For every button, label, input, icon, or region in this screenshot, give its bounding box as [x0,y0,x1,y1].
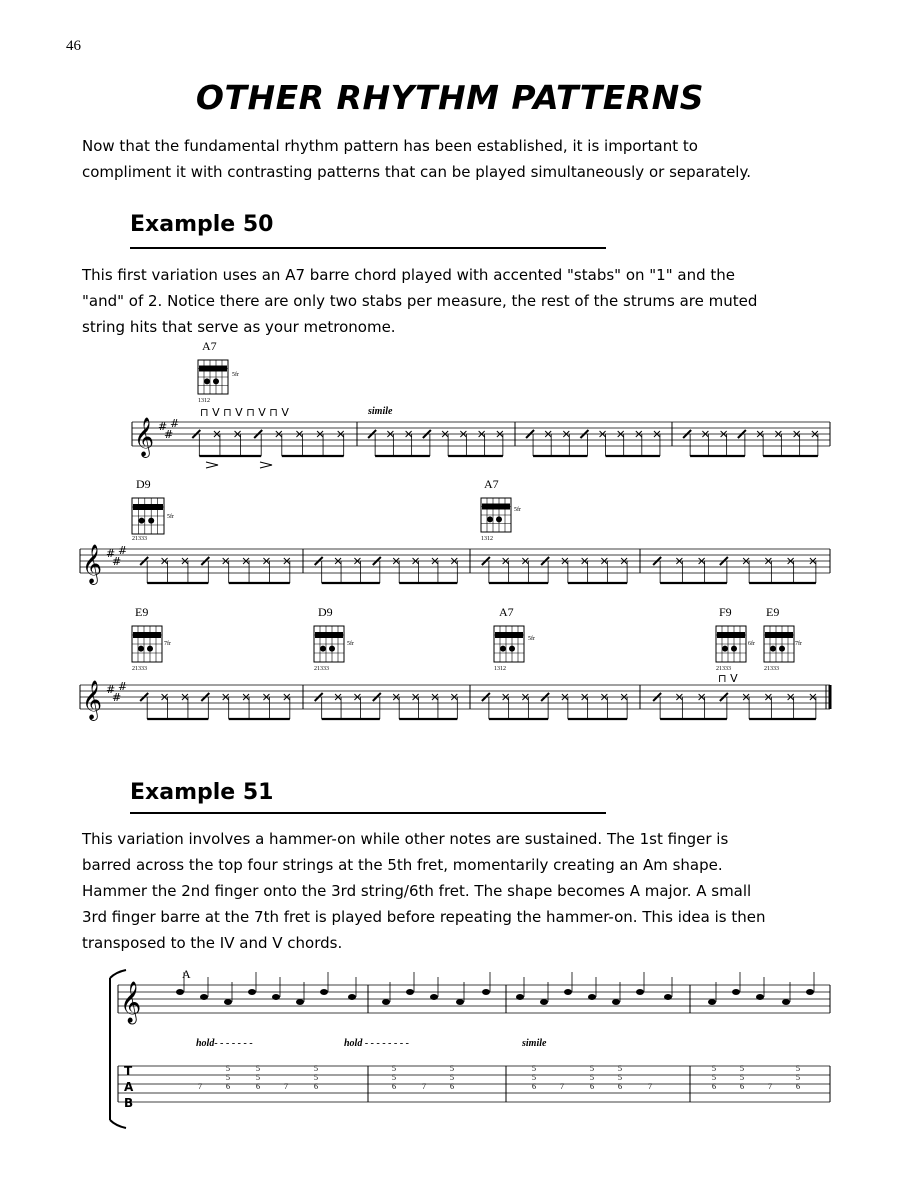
tab-fret-number: 7 [422,1082,426,1091]
chord-name: F9 [719,605,732,619]
tab-fret-number: 6 [450,1082,454,1091]
system-bracket-hook [110,1120,126,1128]
tab-fret-number: 6 [590,1082,594,1091]
ex50-line: "and" of 2. Notice there are only two stabs per measure, the rest of the strums are muted [82,292,758,310]
intro-line: Now that the fundamental rhythm pattern has been established, it is important to [82,137,698,155]
notehead [708,999,716,1005]
notehead [224,999,232,1005]
notehead [636,989,644,995]
tab-fret-number: 5 [712,1073,716,1082]
chord-name: A [182,967,191,981]
sharp-sign: # [118,680,128,693]
sharp-sign: # [158,420,168,433]
tab-fret-number: 5 [392,1073,396,1082]
fret-label: 7fr [164,641,171,647]
notehead [200,994,208,1000]
chord-dot [148,518,154,524]
tab-fret-number: 5 [226,1064,230,1073]
fret-label: 5fr [232,372,239,378]
notehead [456,999,464,1005]
fingering-label: 21333 [132,536,147,542]
tab-fret-number: 5 [618,1064,622,1073]
notehead [612,999,620,1005]
chord-dot [139,518,145,524]
chord-dot [731,646,737,652]
chord-dot [509,646,515,652]
sharp-sign: # [112,691,122,704]
ex50-line: This first variation uses an A7 barre chord played with accented "stabs" on "1" and the [82,266,735,284]
fingering-label: 1312 [494,666,506,672]
sharp-sign: # [112,555,122,568]
fingering-label: 21333 [314,666,329,672]
notehead [732,989,740,995]
notehead [248,989,256,995]
page-number: 46 [66,38,81,54]
example-50-heading: Example 50 [130,212,274,237]
example-51-heading: Example 51 [130,780,274,805]
tab-fret-number: 6 [314,1082,318,1091]
tab-fret-number: 6 [392,1082,396,1091]
tab-fret-number: 6 [618,1082,622,1091]
ex51-line: transposed to the IV and V chords. [82,934,343,952]
tab-fret-number: 5 [590,1064,594,1073]
chord-dot [779,646,785,652]
tab-fret-number: 6 [256,1082,260,1091]
notehead [406,989,414,995]
notehead [482,989,490,995]
fingering-label: 21333 [716,666,731,672]
sharp-sign: # [170,417,180,430]
chord-dot [213,378,219,384]
chord-barre [482,504,510,510]
tab-fret-number: 6 [740,1082,744,1091]
tab-fret-number: 7 [198,1082,202,1091]
chord-barre [133,504,163,510]
notehead [664,994,672,1000]
chord-barre [199,366,227,372]
ex50-line: string hits that serve as your metronome. [82,318,396,336]
treble-clef: 𝄞 [82,680,103,720]
chord-dot [329,646,335,652]
sharp-sign: # [106,547,116,560]
system-bracket-hook [110,970,126,978]
chord-dot [770,646,776,652]
fingering-label: 1312 [481,536,493,542]
chord-barre [495,632,523,638]
treble-clef: 𝄞 [134,417,155,457]
tab-fret-number: 5 [796,1073,800,1082]
chord-barre [717,632,745,638]
page-title: OTHER RHYTHM PATTERNS [195,78,705,117]
tab-fret-number: 5 [590,1073,594,1082]
tab-fret-number: 5 [796,1064,800,1073]
chord-name: E9 [766,605,780,619]
tab-fret-number: 7 [648,1082,652,1091]
sharp-sign: # [106,683,116,696]
tab-fret-number: 5 [618,1073,622,1082]
ex51-line: 3rd finger barre at the 7th fret is played before repeating the hammer-on. This idea is then [82,908,766,926]
ex51-line: Hammer the 2nd finger onto the 3rd string/6th fret. The shape becomes A major. A small [82,882,752,900]
tab-fret-number: 7 [768,1082,772,1091]
treble-clef: 𝄞 [82,544,103,584]
chord-barre [765,632,793,638]
chord-dot [204,378,210,384]
chord-dot [496,516,502,522]
notehead [272,994,280,1000]
tab-fret-number: 5 [256,1064,260,1073]
fingering-label: 1312 [198,398,210,404]
tab-fret-number: 6 [796,1082,800,1091]
notehead [564,989,572,995]
tab-fret-number: 5 [226,1073,230,1082]
sharp-sign: # [164,428,174,441]
chord-dot [138,646,144,652]
simile-label: simile [368,406,393,417]
drawn-notation [80,360,830,1128]
tab-fret-number: 6 [226,1082,230,1091]
tab-fret-number: 5 [256,1073,260,1082]
fret-label: 6fr [748,641,755,647]
fret-label: 5fr [514,507,521,513]
tab-fret-number: 6 [532,1082,536,1091]
chord-dot [147,646,153,652]
notehead [588,994,596,1000]
tab-fret-number: 5 [712,1064,716,1073]
tab-fret-number: 5 [450,1073,454,1082]
chord-dot [722,646,728,652]
simile-label: simile [522,1038,547,1049]
tab-letter: B [124,1096,134,1110]
tab-fret-number: 5 [314,1073,318,1082]
tab-fret-number: 6 [712,1082,716,1091]
chord-name: A7 [499,605,514,619]
accent-mark [260,462,272,468]
tab-letter: T [124,1064,133,1078]
tab-letter: A [124,1080,134,1094]
end-strum-marks: ⊓ V [718,672,738,685]
strum-direction-marks: ⊓ V ⊓ V ⊓ V ⊓ V [200,406,289,419]
hold-label: hold - - - - - - - - [344,1038,409,1049]
tab-fret-number: 7 [284,1082,288,1091]
tab-fret-number: 5 [532,1064,536,1073]
hold-label: hold- - - - - - - [196,1038,253,1049]
tab-fret-number: 5 [532,1073,536,1082]
tab-fret-number: 5 [392,1064,396,1073]
chord-name: E9 [135,605,149,619]
chord-dot [487,516,493,522]
notehead [296,999,304,1005]
chord-name: D9 [136,477,151,491]
chord-name: A7 [202,339,217,353]
tab-fret-number: 5 [740,1073,744,1082]
fret-label: 5fr [528,636,535,642]
notehead [756,994,764,1000]
chord-barre [315,632,343,638]
fingering-label: 21333 [764,666,779,672]
sharp-sign: # [118,544,128,557]
ex51-line: This variation involves a hammer-on while other notes are sustained. The 1st finger is [82,830,729,848]
chord-barre [133,632,161,638]
notehead [782,999,790,1005]
fret-label: 5fr [347,641,354,647]
intro-line: compliment it with contrasting patterns that can be played simultaneously or separately. [82,163,751,181]
chord-dot [320,646,326,652]
notehead [516,994,524,1000]
chord-dot [500,646,506,652]
fret-label: 7fr [795,641,802,647]
tab-fret-number: 5 [740,1064,744,1073]
chord-name: A7 [484,477,499,491]
tab-fret-number: 5 [314,1064,318,1073]
chord-name: D9 [318,605,333,619]
tab-fret-number: 5 [450,1064,454,1073]
fret-label: 5fr [167,514,174,520]
tab-fret-number: 7 [560,1082,564,1091]
treble-clef: 𝄞 [120,982,142,1023]
accent-mark [206,462,218,468]
notehead [348,994,356,1000]
notehead [320,989,328,995]
notehead [540,999,548,1005]
fingering-label: 21333 [132,666,147,672]
notehead [176,989,184,995]
ex51-line: barred across the top four strings at the 5th fret, momentarily creating an Am shape. [82,856,723,874]
notehead [382,999,390,1005]
notehead [806,989,814,995]
notehead [430,994,438,1000]
